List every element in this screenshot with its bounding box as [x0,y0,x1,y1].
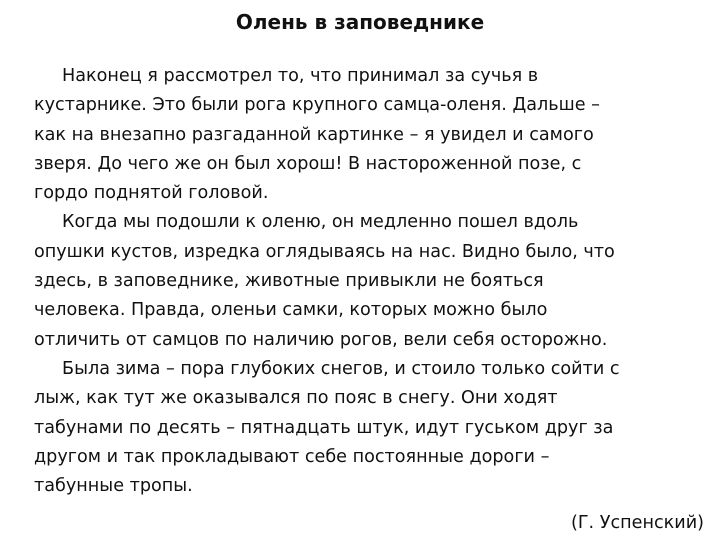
text-line: человека. Правда, оленьи самки, которых можно было [34,300,548,321]
text-line: другом и так прокладывают себе постоянные дороги – [34,446,550,467]
text-line: кустарнике. Это были рога крупного самца-оленя. Дальше – [34,95,600,116]
text-line: зверя. До чего же он был хорош! В настороженной позе, с [34,153,582,174]
text-line: гордо поднятой головой. [34,183,269,204]
text-line-paragraph-start: Когда мы подошли к оленю, он медленно пошел вдоль [62,212,579,233]
document-title: Олень в заповеднике [235,10,485,34]
text-line: табунами по десять – пятнадцать штук, идут гуськом друг за [34,417,614,438]
text-line: опушки кустов, изредка оглядываясь на нас. Видно было, что [34,241,615,262]
text-line-paragraph-start: Была зима – пора глубоких снегов, и стоило только сойти с [62,358,620,379]
story-text [34,62,694,501]
text-line: лыж, как тут же оказывался по пояс в снегу. Они ходят [34,388,558,409]
author-attribution: (Г. Успенский) [570,513,704,533]
text-line: табунные тропы. [34,476,193,497]
text-line: как на внезапно разгаданной картинке – я увидел и самого [34,124,594,145]
text-line: здесь, в заповеднике, животные привыкли не бояться [34,271,544,292]
text-line-paragraph-start: Наконец я рассмотрел то, что принимал за сучья в [62,66,539,86]
text-line: отличить от самцов по наличию рогов, вели себя осторожно. [34,329,608,350]
